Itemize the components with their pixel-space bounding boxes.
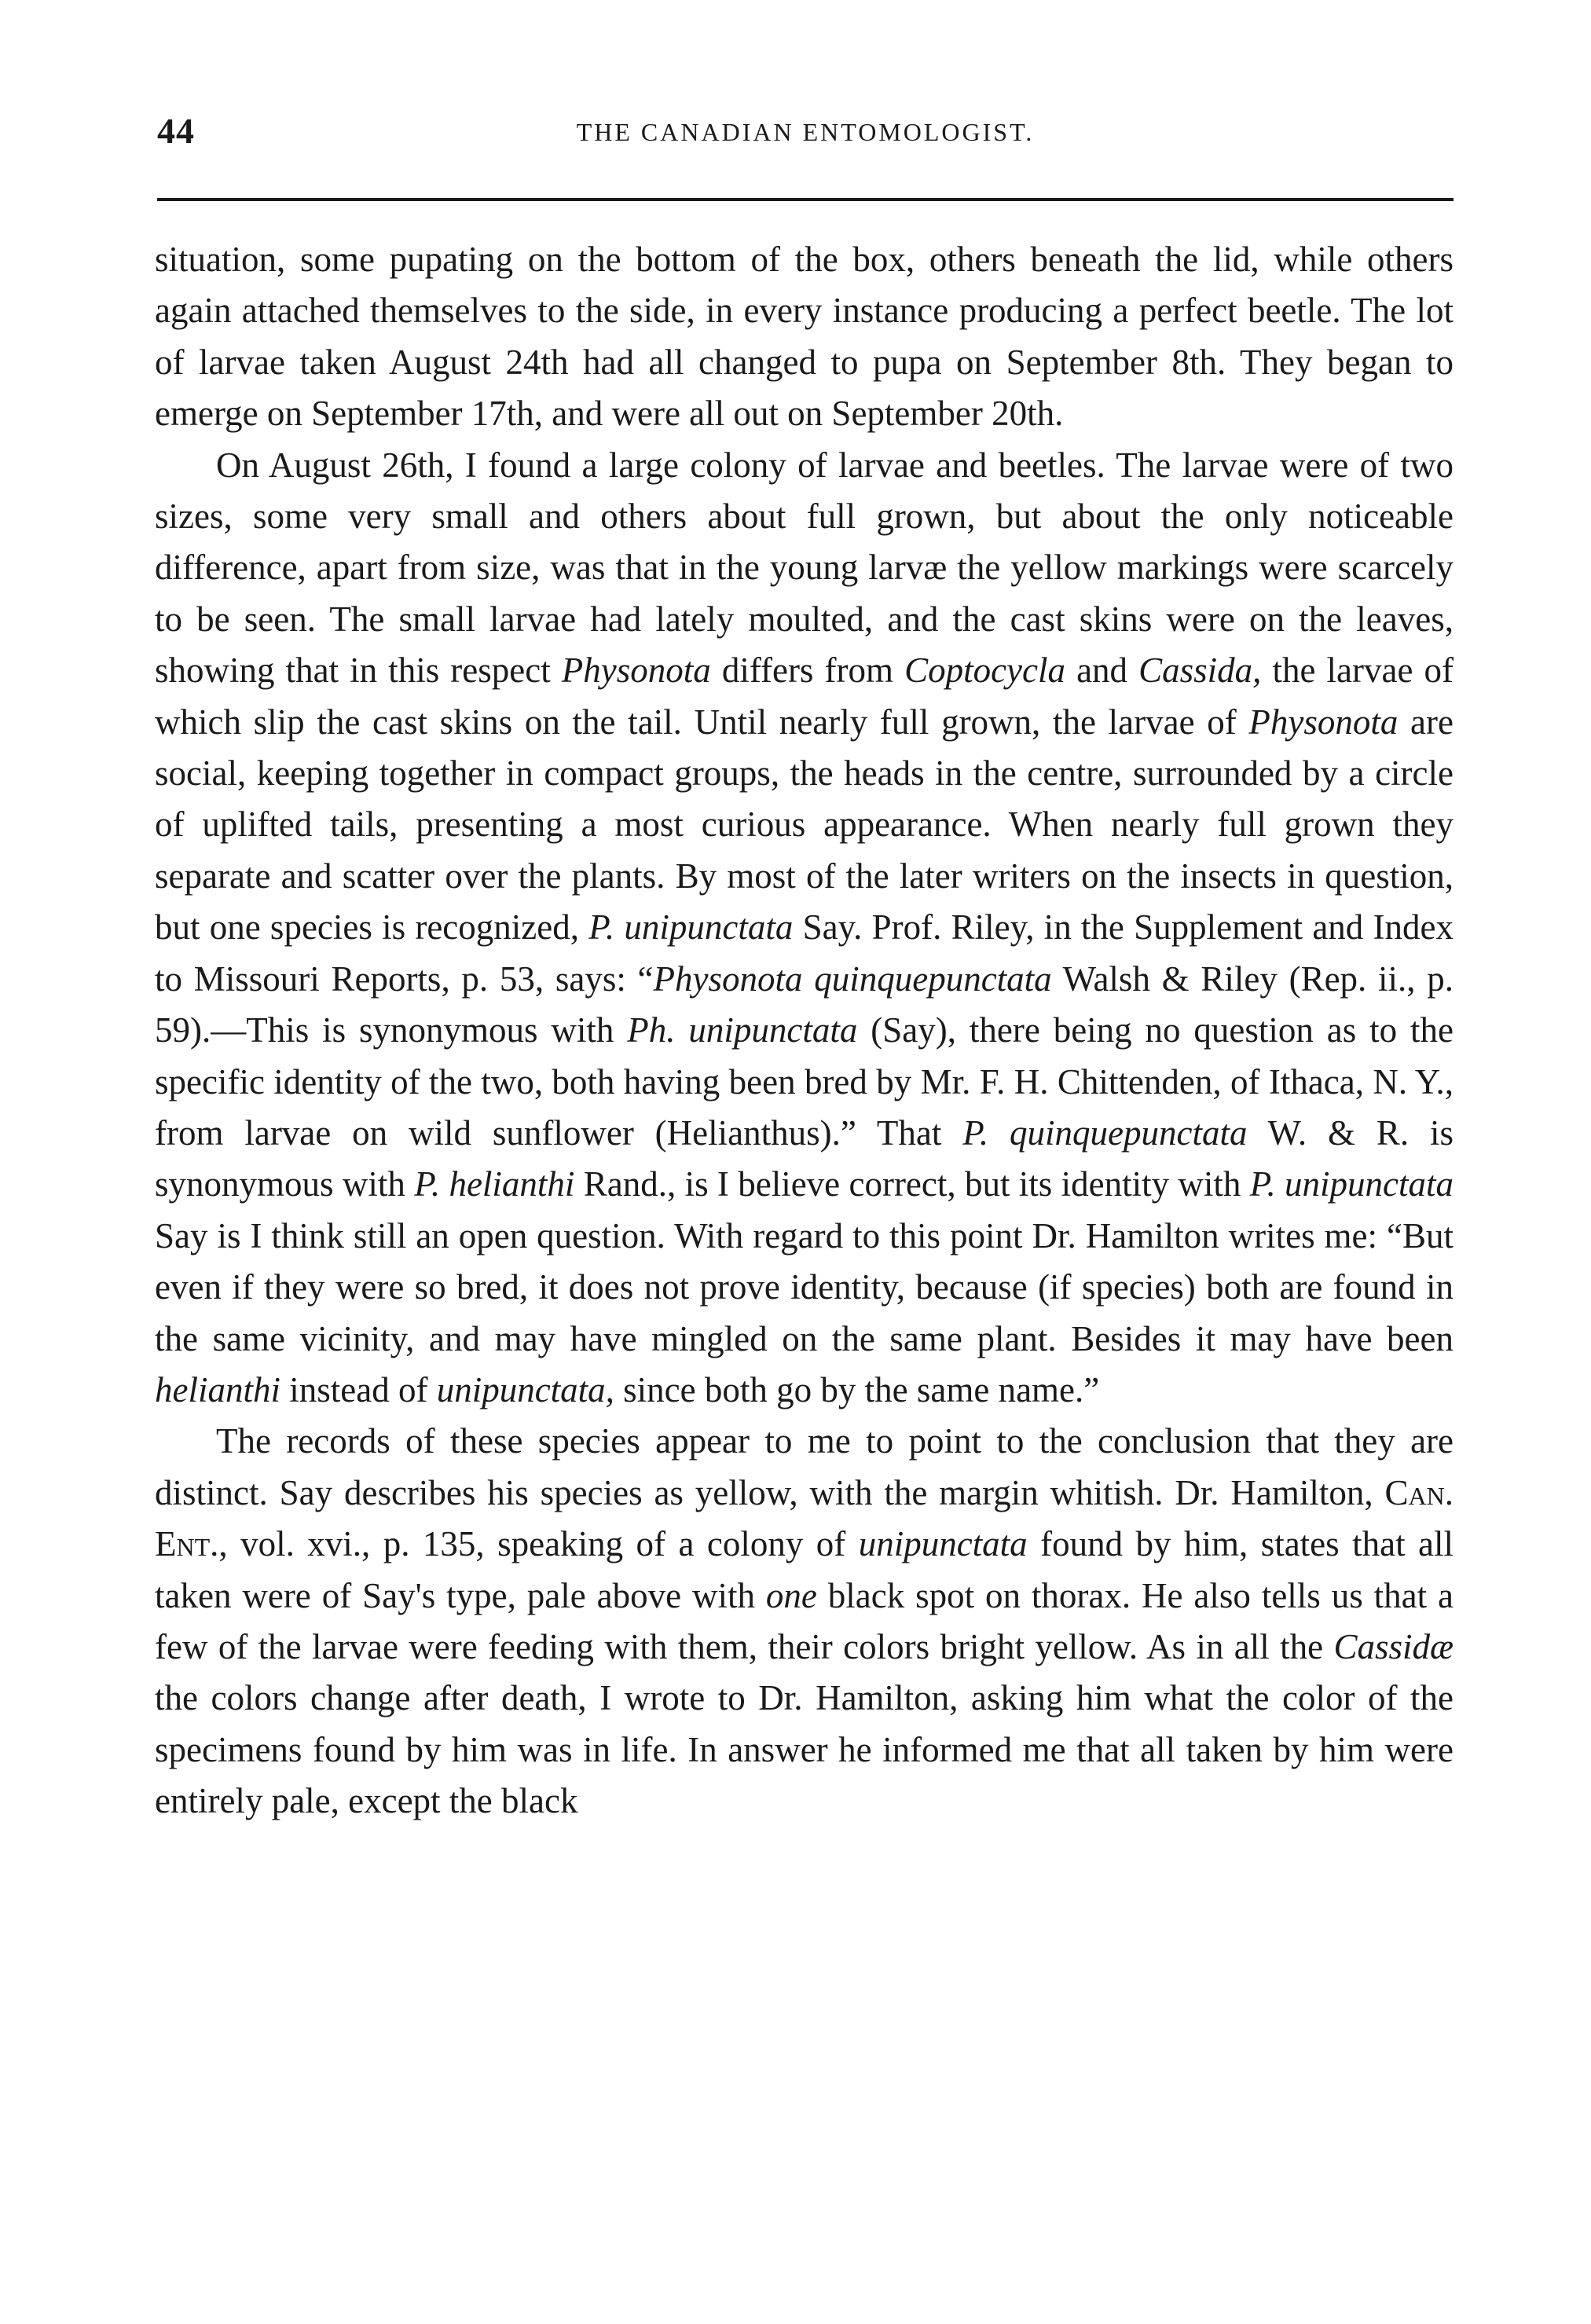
italic-text: Cassidæ [1333,1626,1454,1666]
italic-text: P. unipunctata [588,907,794,948]
page-header [157,110,1454,165]
header-rule [157,198,1454,201]
running-title: THE CANADIAN ENTOMOLOGIST. [576,118,1035,146]
italic-text: Physonota quinquepunctata [653,959,1052,999]
italic-text: unipunctata, [436,1369,614,1409]
italic-text: unipunctata [858,1524,1028,1564]
text-run: differs from [710,651,905,691]
italic-text: Physonota [1248,702,1399,742]
italic-text: Ph. unipunctata [627,1010,858,1050]
text-run: are social, keeping together in compact groups, the heads in the centre, surrounded by a circle of uplifted tails, presenting a most curious appearance. When nearly full grown they separate and scatter over the plants. By most of the later writers on the insects in question, but one species is recognized, [155,702,1454,948]
italic-text: Physonota [561,651,711,691]
body-text [155,234,1454,1827]
text-run: since both go by the same name.” [614,1369,1100,1409]
text-run: situation, some pupating on the bottom of the box, others beneath the lid, while others again attached themselves to the side, in every instance producing a perfect beetle. The lot of larvae taken August 24th had all changed to pupa on September 8th. They began to emerge on September 17th, and were all out on September 20th. [155,240,1454,434]
text-run: Rand., is I believe correct, but its identity with [574,1164,1250,1204]
italic-text: helianthi [155,1369,280,1409]
text-run: and [1065,651,1139,691]
italic-text: Coptocycla [904,651,1066,691]
small-caps-text: Can. Ent. [155,1472,1454,1564]
italic-text: Cassida, [1138,651,1262,691]
paragraph [155,234,1454,440]
page-number: 44 [157,111,195,151]
paragraph [155,1416,1454,1827]
text-run: W. & R. is synonymous with [155,1113,1454,1204]
italic-text: P. unipunctata [1249,1164,1454,1204]
text-run: the colors change after death, I wrote to Dr. Hamilton, asking him what the color of the specimens found by him was in life. In answer he informed me that all taken by him were entirely pale, except the black [155,1678,1454,1821]
text-run: On August 26th, I found a large colony of larvae and beetles. The larvae were of two sizes, some very small and others about full grown, but about the only noticeable difference, apart from size, was that in the young larvæ the yellow markings were scarcely to be seen. The small larvae had lately moulted, and the cast skins were on the leaves, showing that in this respect [155,445,1454,691]
text-run: black spot on thorax. He also tells us that a few of the larvae were feeding with them, their colors bright yellow. As in all the [155,1575,1454,1666]
text-run: (Say), there being no question as to the specific identity of the two, both having been bred by Mr. F. H. Chittenden, of Ithaca, N. Y., from larvae on wild sunflower (Helianthus).” That [155,1010,1454,1153]
text-run: The records of these species appear to me to point to the conclusion that they are distinct. Say describes his species as yellow, with the margin whitish. Dr. Hamilton, [155,1421,1454,1512]
text-run: the larvae of which slip the cast skins on the tail. Until nearly full grown, the larvae of [155,651,1454,742]
text-run: found by him, states that all taken were of Say's type, pale above with [155,1524,1454,1615]
italic-text: P. quinquepunctata [962,1113,1248,1153]
text-run: instead of [280,1369,437,1409]
text-run: Walsh & Riley (Rep. ii., p. 59).—This is synonymous with [155,959,1454,1050]
italic-text: P. helianthi [414,1164,575,1204]
text-run: , vol. xvi., p. 135, speaking of a colony of [218,1524,859,1564]
text-run: Say is I think still an open question. With regard to this point Dr. Hamilton writes me: “But even if they were so bred, it does not prove identity, because (if species) both are found in the same vicinity, and may have mingled on the same plant. Besides it may have been [155,1215,1454,1358]
italic-text: one [765,1575,817,1615]
paragraph [155,440,1454,1417]
text-run: Say. Prof. Riley, in the Supplement and Index to Missouri Reports, p. 53, says: “ [155,907,1454,999]
